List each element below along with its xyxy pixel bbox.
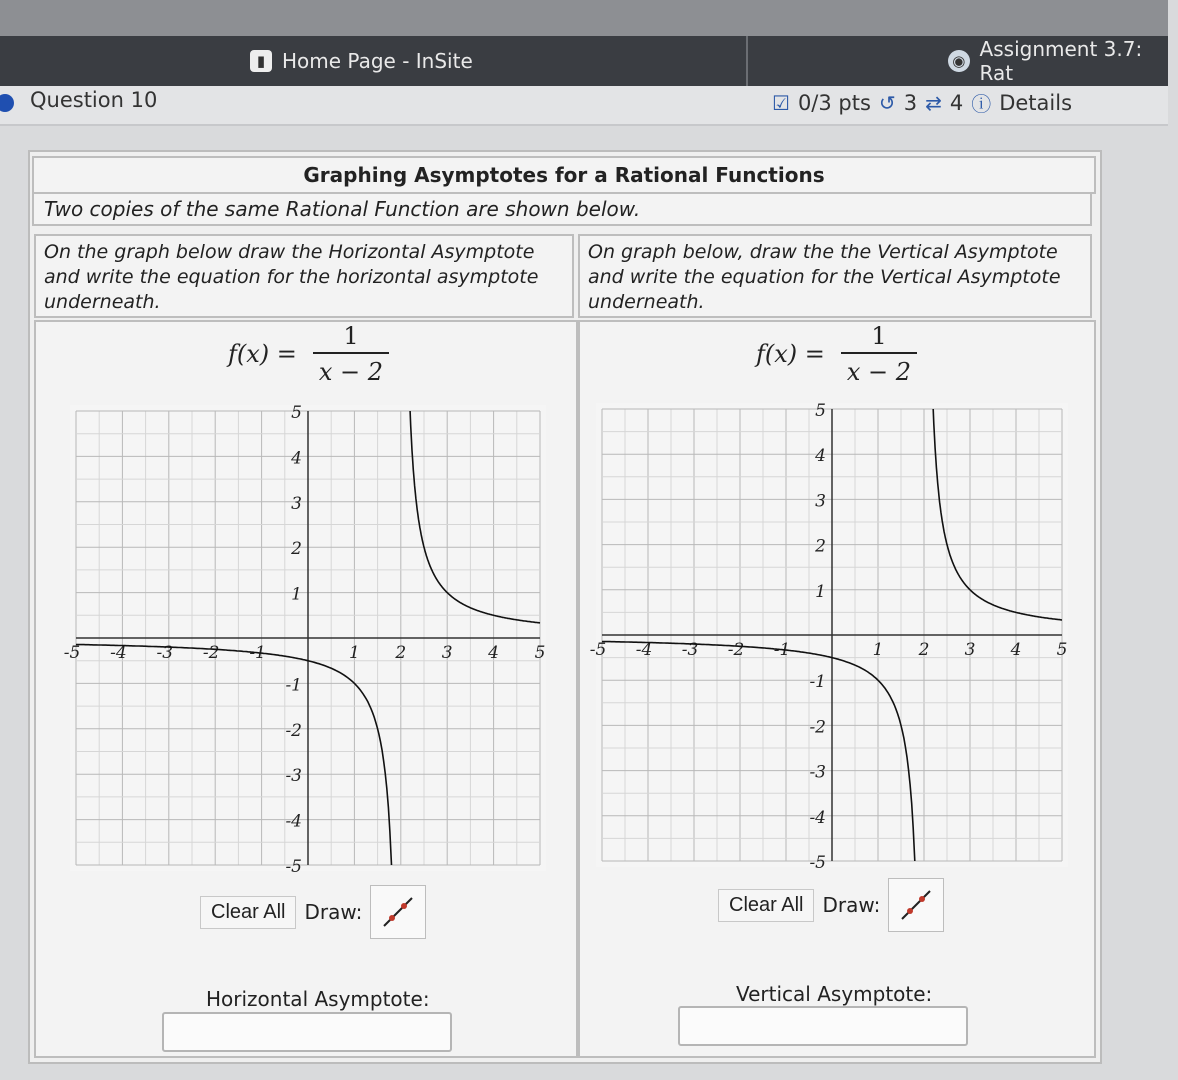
formula-numerator: 1 xyxy=(871,322,887,350)
y-tick-label: 3 xyxy=(291,493,302,514)
retry-icon: ↺ xyxy=(878,90,896,115)
details-link[interactable]: Details xyxy=(999,90,1073,115)
draw-label: Draw: xyxy=(304,900,363,924)
y-tick-label: -1 xyxy=(285,675,302,696)
x-tick-label: 4 xyxy=(1010,640,1022,660)
clear-all-button[interactable]: Clear All xyxy=(200,896,296,929)
points-text: 0/3 pts xyxy=(797,90,871,115)
vertical-asymptote-label: Vertical Asymptote: xyxy=(736,982,933,1006)
x-tick-label: 2 xyxy=(395,643,407,663)
x-tick-label: -1 xyxy=(773,640,791,660)
x-tick-label: 5 xyxy=(534,643,546,663)
x-tick-label: 1 xyxy=(872,640,884,660)
vertical-asymptote-input[interactable] xyxy=(678,1006,968,1046)
y-tick-label: 4 xyxy=(815,446,826,467)
y-tick-label: -5 xyxy=(285,857,302,877)
x-tick-label: -4 xyxy=(635,640,653,660)
tab-assignment[interactable] xyxy=(948,36,1178,86)
x-tick-label: 1 xyxy=(348,643,360,663)
y-tick-label: 4 xyxy=(291,448,302,469)
formula-numerator: 1 xyxy=(343,322,359,350)
controls-left xyxy=(200,885,426,939)
y-tick-label: -2 xyxy=(809,717,826,738)
x-tick-label: 3 xyxy=(964,640,976,660)
line-tool-icon xyxy=(378,892,418,932)
y-tick-label: -4 xyxy=(285,811,302,832)
x-tick-label: 4 xyxy=(488,643,500,663)
attempts-icon: ⇄ xyxy=(925,90,942,115)
instruction-horizontal: On the graph below draw the Horizontal Asymptote and write the equation for the horizontal asymptote underneath. xyxy=(34,234,574,318)
course-logo-icon: ◉ xyxy=(948,50,970,72)
tab-title: Home Page - InSite xyxy=(282,49,473,73)
graph-vertical-asymptote[interactable] xyxy=(589,401,1068,873)
formula-fraction xyxy=(313,322,389,386)
formula-lhs: f(x) = xyxy=(228,340,297,368)
formula-left xyxy=(228,322,389,386)
y-tick-label: -5 xyxy=(809,853,826,873)
problem-title: Graphing Asymptotes for a Rational Functions xyxy=(32,156,1096,194)
question-label: Question 10 xyxy=(30,88,158,112)
instruction-vertical: On graph below, draw the the Vertical Asymptote and write the equation for the Vertical Asymptote underneath. xyxy=(578,234,1092,318)
y-tick-label: 1 xyxy=(291,584,302,605)
question-meta xyxy=(772,88,1072,117)
formula-fraction xyxy=(841,322,917,386)
horizontal-asymptote-label: Horizontal Asymptote: xyxy=(206,987,430,1011)
x-tick-label: -2 xyxy=(202,643,220,663)
y-tick-label: -3 xyxy=(809,762,826,783)
x-tick-label: 2 xyxy=(918,640,930,660)
tab-home-page[interactable] xyxy=(250,36,748,86)
y-tick-label: 5 xyxy=(291,403,302,423)
formula-right xyxy=(756,322,917,386)
problem-subtitle: Two copies of the same Rational Function are shown below. xyxy=(32,192,1092,226)
checkbox-icon: ☑ xyxy=(772,90,790,115)
y-tick-label: 1 xyxy=(815,581,826,602)
x-tick-label: -5 xyxy=(63,643,81,663)
info-icon[interactable]: ⓘ xyxy=(971,92,992,116)
x-tick-label: -2 xyxy=(727,640,745,660)
controls-right xyxy=(718,878,944,932)
y-tick-label: 2 xyxy=(815,536,826,557)
graph-horizontal-asymptote[interactable] xyxy=(63,403,546,877)
y-tick-label: -3 xyxy=(285,766,302,787)
formula-lhs: f(x) = xyxy=(756,340,825,368)
x-tick-label: -1 xyxy=(249,643,266,663)
line-tool-icon xyxy=(896,885,936,925)
horizontal-asymptote-input[interactable] xyxy=(162,1012,452,1052)
y-tick-label: 2 xyxy=(291,539,302,560)
question-bar xyxy=(0,86,1168,126)
x-tick-label: -3 xyxy=(156,643,174,663)
retries-count: 3 xyxy=(903,90,918,115)
x-tick-label: -5 xyxy=(589,640,607,660)
clear-all-button[interactable]: Clear All xyxy=(718,889,814,922)
x-tick-label: -3 xyxy=(681,640,699,660)
formula-denominator: x − 2 xyxy=(313,352,389,386)
y-tick-label: -2 xyxy=(285,720,302,741)
top-bezel xyxy=(0,0,1168,36)
x-tick-label: 3 xyxy=(441,643,453,663)
bookmark-icon: ▮ xyxy=(250,50,272,72)
y-tick-label: 5 xyxy=(815,401,826,421)
line-tool-button[interactable] xyxy=(888,878,944,932)
y-tick-label: -4 xyxy=(809,807,826,828)
browser-tab-bar xyxy=(0,36,1168,86)
x-tick-label: -4 xyxy=(110,643,127,663)
x-tick-label: 5 xyxy=(1056,640,1068,660)
line-tool-button[interactable] xyxy=(370,885,426,939)
y-tick-label: 3 xyxy=(815,491,826,512)
formula-denominator: x − 2 xyxy=(841,352,917,386)
tab-title: Assignment 3.7: Rat xyxy=(979,37,1143,85)
y-tick-label: -1 xyxy=(809,672,826,693)
draw-label: Draw: xyxy=(822,893,881,917)
attempts-count: 4 xyxy=(949,90,964,115)
question-status-dot xyxy=(0,94,14,112)
